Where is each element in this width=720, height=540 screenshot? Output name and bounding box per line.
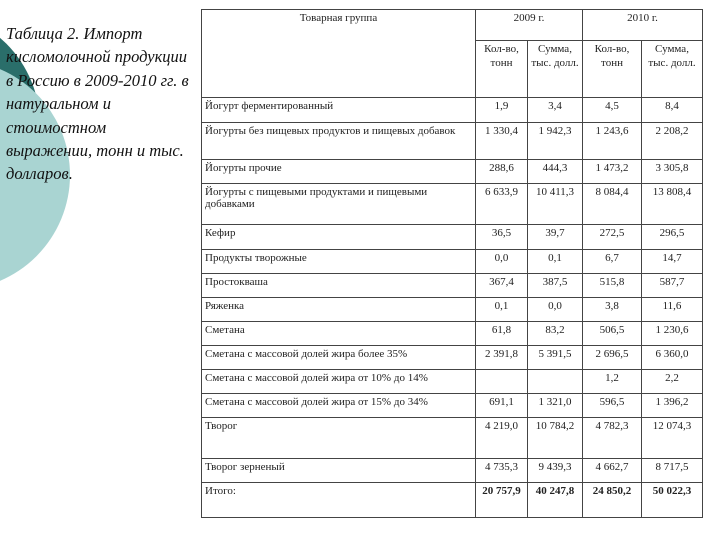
row-name-cell: Сметана с массовой долей жира более 35% [202, 346, 476, 370]
value-cell: 2 696,5 [583, 346, 642, 370]
value-cell: 506,5 [583, 322, 642, 346]
value-cell: 13 808,4 [642, 184, 703, 225]
value-cell: 4 219,0 [476, 418, 528, 459]
table-row [202, 370, 703, 394]
value-cell: 24 850,2 [583, 483, 642, 518]
value-cell: 296,5 [642, 225, 703, 250]
row-name-cell: Йогурты с пищевыми продуктами и пищевыми добавками [202, 184, 476, 225]
value-cell: 367,4 [476, 274, 528, 298]
value-cell: 9 439,3 [528, 459, 583, 483]
table-row [202, 298, 703, 322]
value-cell: 8,4 [642, 98, 703, 123]
table-row [202, 98, 703, 123]
header-year-2009: 2009 г. [476, 10, 583, 41]
value-cell: 1 330,4 [476, 123, 528, 160]
table-row [202, 394, 703, 418]
row-name-cell: Сметана [202, 322, 476, 346]
row-name-cell: Творог [202, 418, 476, 459]
header-product-group: Товарная группа [202, 10, 476, 98]
table-row [202, 123, 703, 160]
value-cell: 4 782,3 [583, 418, 642, 459]
value-cell: 387,5 [528, 274, 583, 298]
table-row [202, 160, 703, 184]
value-cell: 1,9 [476, 98, 528, 123]
value-cell: 1,2 [583, 370, 642, 394]
value-cell: 1 230,6 [642, 322, 703, 346]
value-cell: 1 473,2 [583, 160, 642, 184]
value-cell: 3,4 [528, 98, 583, 123]
value-cell: 444,3 [528, 160, 583, 184]
value-cell: 39,7 [528, 225, 583, 250]
value-cell: 596,5 [583, 394, 642, 418]
table-row [202, 322, 703, 346]
value-cell: 1 243,6 [583, 123, 642, 160]
table-row [202, 274, 703, 298]
value-cell: 2,2 [642, 370, 703, 394]
value-cell: 20 757,9 [476, 483, 528, 518]
value-cell: 6 360,0 [642, 346, 703, 370]
value-cell: 0,1 [528, 250, 583, 274]
row-name-cell: Продукты творожные [202, 250, 476, 274]
row-name-cell: Кефир [202, 225, 476, 250]
header-sum-2010: Сумма, тыс. долл. [642, 41, 703, 98]
value-cell: 6,7 [583, 250, 642, 274]
value-cell: 5 391,5 [528, 346, 583, 370]
value-cell: 691,1 [476, 394, 528, 418]
value-cell: 2 391,8 [476, 346, 528, 370]
value-cell: 11,6 [642, 298, 703, 322]
value-cell: 3 305,8 [642, 160, 703, 184]
table-row [202, 184, 703, 225]
value-cell: 0,0 [528, 298, 583, 322]
value-cell [528, 370, 583, 394]
value-cell: 2 208,2 [642, 123, 703, 160]
row-name-cell: Сметана с массовой долей жира от 10% до 14% [202, 370, 476, 394]
header-sum-2009: Сумма, тыс. долл. [528, 41, 583, 98]
value-cell: 10 411,3 [528, 184, 583, 225]
value-cell: 83,2 [528, 322, 583, 346]
value-cell: 8 084,4 [583, 184, 642, 225]
table-row [202, 250, 703, 274]
value-cell: 6 633,9 [476, 184, 528, 225]
table-row [202, 459, 703, 483]
row-name-cell: Сметана с массовой долей жира от 15% до 34% [202, 394, 476, 418]
value-cell: 272,5 [583, 225, 642, 250]
import-table [201, 9, 703, 518]
table-row [202, 225, 703, 250]
row-name-cell: Йогурты прочие [202, 160, 476, 184]
row-name-cell: Простокваша [202, 274, 476, 298]
value-cell: 40 247,8 [528, 483, 583, 518]
table-row [202, 418, 703, 459]
value-cell: 10 784,2 [528, 418, 583, 459]
row-name-cell: Йогурты без пищевых продуктов и пищевых добавок [202, 123, 476, 160]
value-cell: 4 735,3 [476, 459, 528, 483]
value-cell: 8 717,5 [642, 459, 703, 483]
value-cell [476, 370, 528, 394]
value-cell: 587,7 [642, 274, 703, 298]
table-row [202, 483, 703, 518]
value-cell: 3,8 [583, 298, 642, 322]
value-cell: 4 662,7 [583, 459, 642, 483]
value-cell: 36,5 [476, 225, 528, 250]
value-cell: 0,1 [476, 298, 528, 322]
value-cell: 1 321,0 [528, 394, 583, 418]
row-name-cell: Итого: [202, 483, 476, 518]
value-cell: 1 942,3 [528, 123, 583, 160]
value-cell: 50 022,3 [642, 483, 703, 518]
row-name-cell: Йогурт ферментированный [202, 98, 476, 123]
value-cell: 4,5 [583, 98, 642, 123]
value-cell: 61,8 [476, 322, 528, 346]
row-name-cell: Ряженка [202, 298, 476, 322]
row-name-cell: Творог зерненый [202, 459, 476, 483]
slide-title: Таблица 2. Импорт кисломолочной продукции в Россию в 2009-2010 гг. в натуральном и стоимостном выражении, тонн и тыс. долларов. [6, 24, 189, 184]
header-qty-2010: Кол-во, тонн [583, 41, 642, 98]
table-row [202, 346, 703, 370]
header-qty-2009: Кол-во, тонн [476, 41, 528, 98]
value-cell: 12 074,3 [642, 418, 703, 459]
value-cell: 0,0 [476, 250, 528, 274]
value-cell: 1 396,2 [642, 394, 703, 418]
value-cell: 14,7 [642, 250, 703, 274]
header-year-2010: 2010 г. [583, 10, 703, 41]
value-cell: 288,6 [476, 160, 528, 184]
table-body [202, 98, 703, 518]
value-cell: 515,8 [583, 274, 642, 298]
